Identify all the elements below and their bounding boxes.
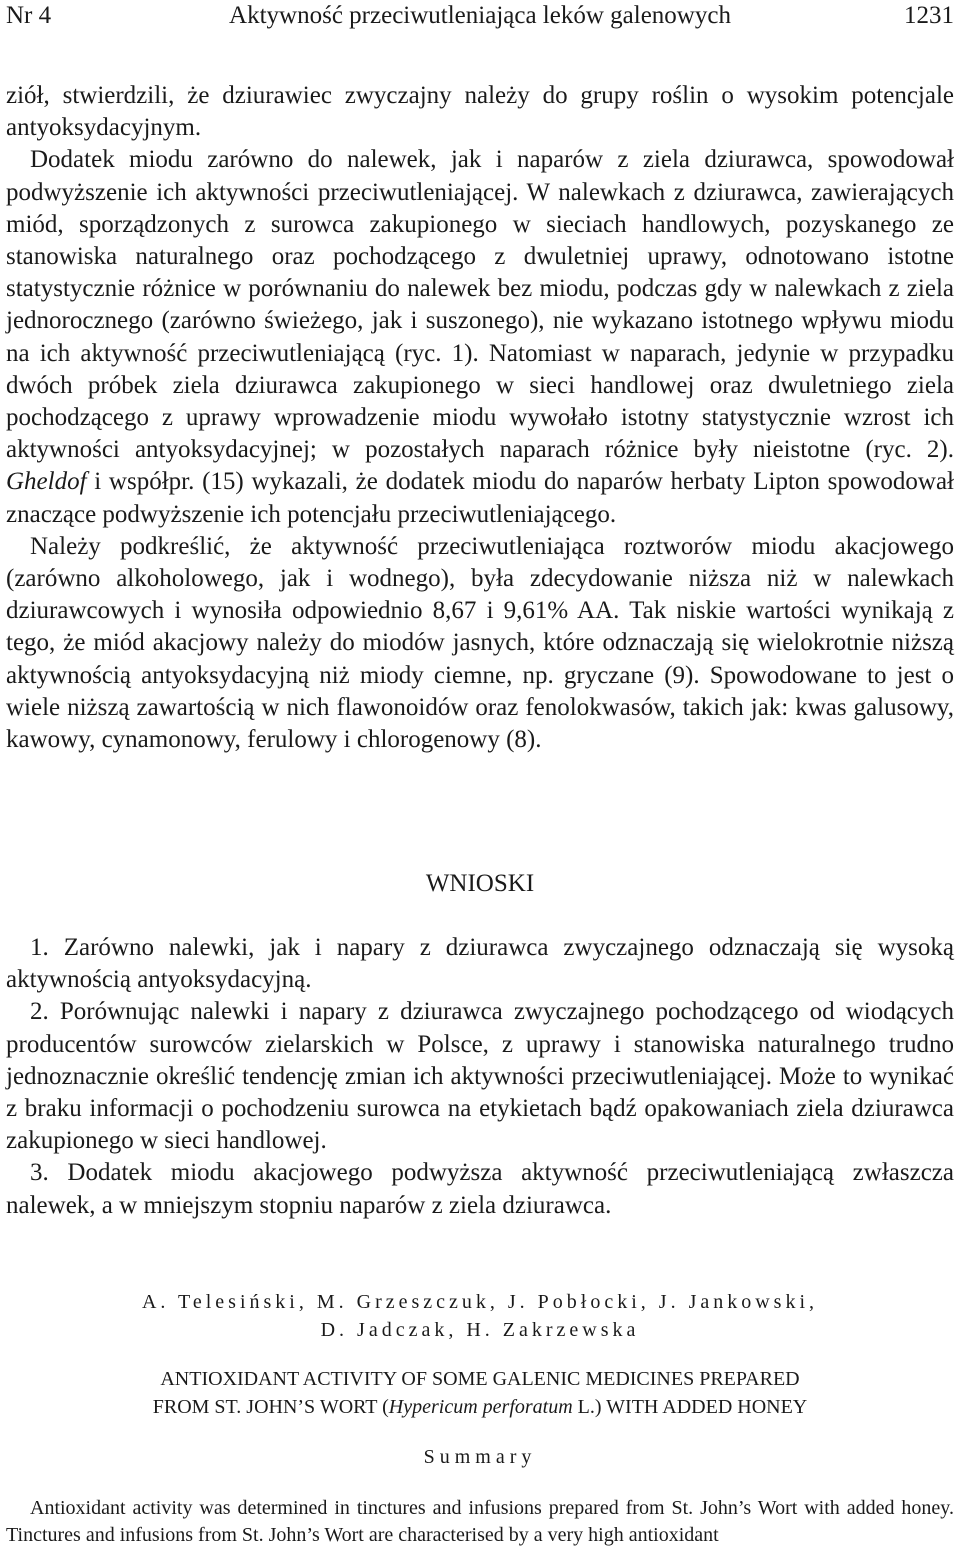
paragraph: Należy podkreślić, że aktywność przeciwutleniająca roztworów miodu akacjowego (zarówno alkoholowego, jak i wodnego), była zdecydowanie niższa niż w nalewkach dziurawcowych i wynosiła odpowiednio 8,67 i 9,61% AA. Tak niskie wartości wynikają z tego, że miód akacjowy należy do miodów jasnych, które odznaczają się wielokrotnie niższą aktywnością antyoksydacyjną niż miody ciemne, np. gryczane (9). Spowodowane to jest o wiele niższą zawartością w nich flawonoidów oraz fenolokwasów, takich jak: kwas galusowy, kawowy, cynamonowy, ferulowy i chlorogenowy (8).: [6, 532, 954, 754]
authors-line: A. Telesiński, M. Grzeszczuk, J. Pobłocki, J. Jankowski,: [141, 1291, 819, 1313]
summary-paragraph: Antioxidant activity was determined in tinctures and infusions prepared from St. John’s Wort with added honey. Tinctures and infusions from St. John’s Wort are characterised by a very high antioxidant: [6, 1497, 954, 1546]
paragraph: [6, 144, 954, 530]
conclusion-item: 3. Dodatek miodu akacjowego podwyższa aktywność przeciwutleniającą zwłaszcza nalewek, a w mniejszym stopniu naparów z ziela dziurawca.: [6, 1159, 954, 1219]
conclusion-item: 2. Porównując nalewki i napary z dziurawca zwyczajnego pochodzącego od wiodących producentów surowców zielarskich w Polsce, z uprawy i stanowiska naturalnego trudno jednoznacznie określić tendencję zmian ich aktywności przeciwutleniającej. Może to wynikać z braku informacji o pochodzeniu surowca na etykietach bądź opakowaniach ziela dziurawca zakupionego w sieci handlowej.: [6, 998, 954, 1155]
english-title: [0, 1365, 960, 1421]
summary-heading: Summary: [423, 1446, 537, 1468]
running-title: Aktywność przeciwutleniająca leków galenowych: [229, 2, 731, 29]
summary-text: [6, 1495, 954, 1549]
issue-number: Nr 4: [6, 2, 52, 29]
conclusions-list: [6, 932, 954, 1222]
title-text: L.) WITH ADDED HONEY: [572, 1396, 808, 1418]
authors-line: D. Jadczak, H. Zakrzewska: [320, 1319, 640, 1341]
title-text: FROM ST. JOHN’S WORT (: [152, 1396, 389, 1418]
conclusion-item: 1. Zarówno nalewki, jak i napary z dziurawca zwyczajnego odznaczają się wysoką aktywnością antyoksydacyjną.: [6, 934, 954, 994]
section-title: WNIOSKI: [425, 870, 535, 897]
paragraph-text: i współpr. (15) wykazali, że dodatek miodu do naparów herbaty Lipton spowodował znaczące podwyższenie ich potencjału przeciwutleniającego.: [6, 468, 954, 528]
paragraph-text: Dodatek miodu zarówno do nalewek, jak i naparów z ziela dziurawca, spowodował podwyższenie ich aktywności przeciwutleniającej. W nalewkach z dziurawca, zawierających miód, sporządzonych z surowca zakupionego w sieciach handlowych, pozyskanego ze stanowiska naturalnego oraz pochodzącego z dwuletniej uprawy, odnotowano istotne statystycznie różnice w porównaniu do nalewek bez miodu, podczas gdy w nalewkach z ziela jednorocznego (zarówno świeżego, jak i suszonego), nie wykazano istotnego wpływu miodu na ich aktywność przeciwutleniającą (ryc. 1). Natomiast w naparach, jedynie w przypadku dwóch próbek ziela dziurawca zakupionego w sieci handlowej oraz dwuletniego ziela pochodzącego z uprawy wprowadzenie miodu wywołało istotny statystycznie wzrost ich aktywności antyoksydacyjnej; w pozostałych naparach różnice były nieistotne (ryc. 2).: [6, 146, 954, 464]
author-list: [0, 1288, 960, 1344]
paragraph: ziół, stwierdzili, że dziurawiec zwyczajny należy do grupy roślin o wysokim potencjale antyoksydacyjnym.: [6, 82, 954, 142]
discussion-text: [6, 80, 954, 756]
english-title-line: ANTIOXIDANT ACTIVITY OF SOME GALENIC MEDICINES PREPARED: [160, 1368, 800, 1390]
page-number: 1231: [904, 2, 954, 29]
cited-author: Gheldof: [6, 468, 87, 496]
english-title-line: [0, 1393, 960, 1421]
latin-name: Hypericum perforatum: [388, 1396, 573, 1418]
running-header: [0, 0, 960, 34]
